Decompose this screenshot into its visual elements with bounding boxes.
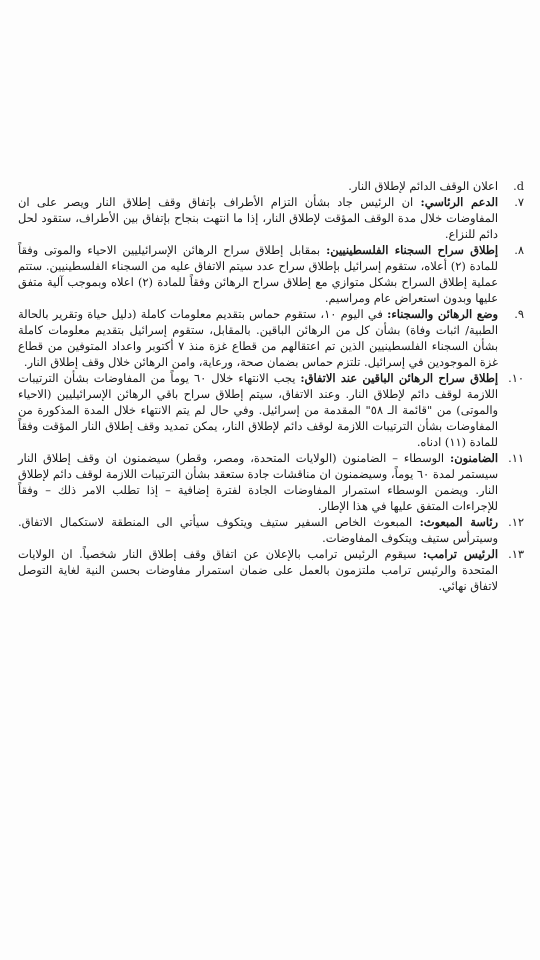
clause-13	[18, 546, 524, 594]
clause-heading: الرئيس ترامب:	[422, 547, 498, 561]
clause-heading: إطلاق سراح السجناء الفلسطينيين:	[326, 243, 498, 257]
clause-text: المبعوث الخاص السفير ستيف ويتكوف سيأتي الى المنطقة لاستكمال الاتفاق. وسيترأس ستيف ويتكوف المفاوضات.	[18, 515, 498, 545]
clause-heading: إطلاق سراح الرهائن الباقين عند الاتفاق:	[300, 371, 498, 385]
clause-12	[18, 514, 524, 546]
clause-number: ١٣.	[508, 547, 524, 561]
clause-7	[18, 194, 524, 242]
clause-heading: وضع الرهائن والسجناء:	[387, 307, 499, 321]
clause-text: اعلان الوقف الدائم لإطلاق النار.	[348, 179, 498, 193]
clause-heading: رئاسة المبعوث:	[419, 515, 498, 529]
clause-number: ٨.	[514, 243, 524, 257]
clause-text: ان الرئيس جاد بشأن التزام الأطراف بإتفاق وقف إطلاق النار ويصر على ان المفاوضات خلال مدة الوقف المؤقت لإطلاق النار، إذا ما انتهت بنجاح بإتفاق بين الأطراف، ستقود لحل دائم للنزاع.	[18, 195, 498, 241]
clause-number: ١٢.	[508, 515, 524, 529]
clause-number: ٧.	[514, 195, 524, 209]
clause-d	[18, 178, 524, 194]
clause-text: سيقوم الرئيس ترامب بالإعلان عن اتفاق وقف إطلاق النار شخصياً. ان الولايات المتحدة والرئيس ترامب ملتزمون بالعمل على ضمان استمرار مفاوضات بحسن النية لغاية التوصل لاتفاق نهائي.	[18, 547, 498, 593]
document-body	[18, 178, 524, 594]
clause-heading: الدعم الرئاسي:	[420, 195, 498, 209]
clause-8	[18, 242, 524, 306]
clause-heading: الضامنون:	[450, 451, 498, 465]
clause-number: ٩.	[514, 307, 524, 321]
clause-10	[18, 370, 524, 450]
clause-text: بمقابل إطلاق سراح الرهائن الإسرائيليين الاحياء والموتى وفقاً للمادة (٢) أعلاه، ستقوم إسرائيل بإطلاق سراح عدد سيتم الاتفاق عليه من السجناء الفلسطينيين. ستتم عملية إطلاق السراح بشكل متوازي مع إطلاق سراح الرهائن وفقاً للمادة (٢) اعلاه وبموجب آلية متفق عليها وبدون استعراض عام ومراسيم.	[18, 243, 498, 305]
clause-text: يجب الانتهاء خلال ٦٠ يوماً من المفاوضات بشأن الترتيبات اللازمة لوقف دائم لإطلاق النار. وعند الاتفاق، سيتم إطلاق سراح باقي الرهائن الإسرائيليين (الاحياء والموتى) من "قائمة الـ ٥٨" المقدمة من إسرائيل. وفي حال لم يتم الانتهاء خلال المدة المذكورة من المفاوضات بشأن الترتيبات اللازمة لوقف دائم لإطلاق النار، يمكن تمديد وقف إطلاق النار المؤقت وفقاً للمادة (١١) ادناه.	[18, 371, 499, 449]
clause-number: ١٠.	[508, 371, 524, 385]
clause-11	[18, 450, 524, 514]
clause-number: d.	[513, 179, 524, 193]
clause-number: ١١.	[508, 451, 524, 465]
clause-text: الوسطاء – الضامنون (الولايات المتحدة، ومصر، وقطر) سيضمنون ان وقف إطلاق النار سيستمر لمدة ٦٠ يوماً، وسيضمنون ان مناقشات جادة ستعقد بشأن الترتيبات اللازمة لوقف دائم لإطلاق النار. ويضمن الوسطاء استمرار المفاوضات الجادة لفترة إضافية – إذا تطلب الامر ذلك – وفقاً للإجراءات المتفق عليها في هذا الإطار.	[18, 451, 498, 513]
clause-9	[18, 306, 524, 370]
clause-text: في اليوم ١٠، ستقوم حماس بتقديم معلومات كاملة (دليل حياة وتقرير بالحالة الطبية/ اثبات وفاة) بشأن كل من الرهائن الباقين. بالمقابل، ستقوم إسرائيل بتقديم معلومات كاملة بشأن السجناء الفلسطينيين الذين تم اعتقالهم من قطاع غزة منذ ٧ أكتوبر واعداد المتوفين من قطاع غزة الموجودين في إسرائيل. تلتزم حماس بضمان صحة، ورعاية، وامن الرهائن خلال وقف إطلاق النار.	[18, 307, 499, 369]
